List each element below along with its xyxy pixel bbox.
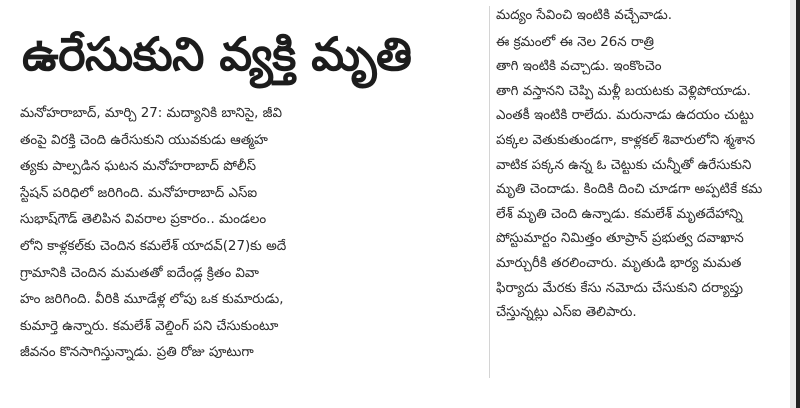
- article-headline: ఉరేసుకుని వ్యక్తి మృతి: [22, 27, 412, 81]
- article-line: గ్రామానికి చెందిన మమతతో ఐదేండ్ల క్రితం వివా: [20, 265, 259, 281]
- article-line: మనోహరాబాద్, మార్చి 27: మద్యానికి బానిసై, జీవి: [20, 106, 282, 121]
- article-line: లోని కాళ్లకల్‌కు చెందిన కమలేశ్ యాదవ్(27)కు అదే: [20, 238, 287, 254]
- article-line: తంపై విరక్తి చెంది ఉరేసుకుని యువకుడు ఆత్మహ: [20, 132, 268, 148]
- column-divider: [489, 6, 490, 378]
- article-line: మృతి చెందాడు. కిందికి దించి చూడగా అప్పటికే కమ: [496, 182, 763, 198]
- article-line: కుమార్తె ఉన్నారు. కమలేశ్ వెల్డింగ్ పని చేసుకుంటూ: [20, 318, 279, 334]
- article-line: ఫిర్యాదు మేరకు కేసు నమోదు చేసుకుని దర్యాప్తు: [496, 280, 744, 296]
- article-line: తాగి ఇంటికి వచ్చాడు. ఇంకొంచెం: [496, 59, 662, 75]
- article-line: స్టేషన్ పరిధిలో జరిగింది. మనోహరాబాద్ ఎస్ఐ: [20, 185, 258, 201]
- article-line: వాటిక పక్కన ఉన్న ఓ చెట్టుకు చున్నీతో ఉరేసుకుని: [496, 157, 752, 173]
- article-column-left: [20, 101, 488, 367]
- article-line: త్యకు పాల్పడిన ఘటన మనోహరాబాద్ పోలీస్: [20, 159, 257, 175]
- article-line: ఈ క్రమంలో ఈ నెల 26న రాత్రి: [496, 34, 654, 50]
- article-column-right: [496, 4, 786, 326]
- article-line: పక్కల వెతుకుతుండగా, కాళ్లకల్ శివారులోని శ్మశాన: [496, 132, 756, 148]
- article-line: జీవనం కొనసాగిస్తున్నాడు. ప్రతి రోజు పూటుగా: [20, 345, 254, 361]
- article-line: మద్యం సేవించి ఇంటికి వచ్చేవాడు.: [496, 8, 672, 23]
- article-line: తాగి వస్తానని చెప్పి మళ్లీ బయటకు వెళ్లిపోయాడు.: [496, 83, 751, 99]
- article-line: చేస్తున్నట్లు ఎస్ఐ తెలిపారు.: [496, 305, 637, 321]
- article-line: ఎంతకీ ఇంటికి రాలేదు. మరునాడు ఉదయం చుట్టు: [496, 108, 754, 124]
- scan-edge-shadow: [796, 0, 800, 408]
- article-line: పోస్టుమార్టం నిమిత్తం తూప్రాన్ ప్రభుత్వ దవాఖాన: [496, 231, 744, 247]
- article-line: మార్చురీకి తరలించారు. మృతుడి భార్య మమత: [496, 255, 742, 271]
- article-line: సుభాష్‌గౌడ్ తెలిపిన వివరాల ప్రకారం.. మండలం: [20, 212, 267, 228]
- article-line: హం జరిగింది. వీరికి మూడేళ్ల లోపు ఒక కుమారుడు,: [20, 292, 284, 308]
- article-line: లేశ్ మృతి చెంది ఉన్నాడు. కమలేశ్ మృతదేహాన్ని: [496, 206, 743, 222]
